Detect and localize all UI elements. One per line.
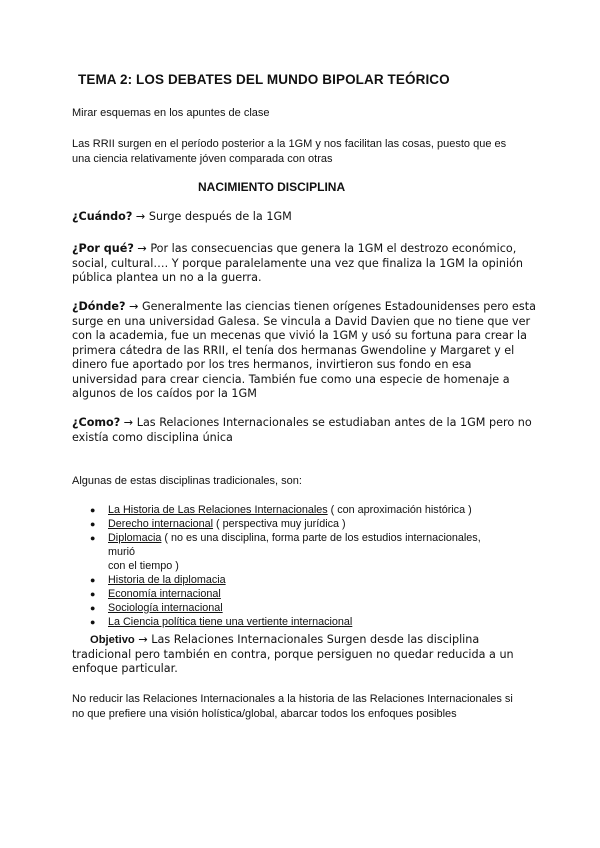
bullet-icon: ● <box>90 575 96 585</box>
qa-cuando <box>72 210 542 225</box>
bullet-icon: ● <box>90 533 96 543</box>
qa-answer-line: primera cátedra de las RRII, el tenía dos hermanas Gwendoline y Margaret y el <box>72 343 515 357</box>
discipline-link[interactable]: Derecho internacional <box>108 518 214 530</box>
discipline-link[interactable]: La Historia de Las Relaciones Internacionales <box>108 504 328 516</box>
qa-answer-line: pública plantea un no a la guerra. <box>72 271 262 284</box>
intro-line-2: una ciencia relativamente jóven comparada con otras <box>72 153 333 165</box>
discipline-note: ( con aproximación histórica ) <box>327 504 472 516</box>
bullet-icon: ● <box>90 519 96 529</box>
qa-answer-line: algunos de los caídos por la 1GM <box>72 387 257 400</box>
page-title: TEMA 2: LOS DEBATES DEL MUNDO BIPOLAR TEÓRICO <box>78 72 450 87</box>
disciplines-list <box>90 503 510 629</box>
list-item <box>90 517 510 531</box>
closing-line-2: no que prefiere una visión holística/global, abarcar todos los enfoques posibles <box>72 708 457 720</box>
qa-answer-line: surge en una universidad Galesa. Se vincula a David Davien que no tiene que ver <box>72 314 531 328</box>
qa-answer-line: → Las Relaciones Internacionales se estudiaban antes de la 1GM pero no <box>120 416 532 429</box>
discipline-note: ( perspectiva muy jurídica ) <box>213 518 346 530</box>
list-item <box>90 601 510 615</box>
qa-donde <box>72 300 542 402</box>
closing-line-1: No reducir las Relaciones Internacionales a la historia de las Relaciones Internacionales si <box>72 693 513 705</box>
qa-answer-line: con la academia, fue un mecenas que vivió la 1GM y usó su fortuna para crear la <box>72 329 528 342</box>
qa-question: ¿Cuándo? <box>72 210 133 223</box>
bullet-icon: ● <box>90 603 96 613</box>
discipline-note: ( no es una disciplina, forma parte de los estudios internacionales, murió <box>108 532 481 558</box>
objective-line: enfoque particular. <box>72 662 178 675</box>
objective-line: → Las Relaciones Internacionales Surgen desde las disciplina <box>134 633 480 646</box>
qa-answer-line: social, cultural…. Y porque paralelamente una vez que finaliza la 1GM la opinión <box>72 256 524 270</box>
intro-note: Mirar esquemas en los apuntes de clase <box>72 107 270 119</box>
closing-paragraph <box>72 692 513 722</box>
objective-label: Objetivo <box>90 634 135 646</box>
discipline-note-continued: con el tiempo ) <box>108 560 179 572</box>
qa-question: ¿Dónde? <box>72 300 126 313</box>
list-item <box>90 573 510 587</box>
discipline-link[interactable]: Sociología internacional <box>108 602 223 614</box>
list-item <box>90 531 510 573</box>
disciplines-intro: Algunas de estas disciplinas tradicionales, son: <box>72 475 302 487</box>
qa-por-que <box>72 242 542 286</box>
qa-question: ¿Como? <box>72 416 121 429</box>
bullet-icon: ● <box>90 617 96 627</box>
qa-answer-line: existía como disciplina única <box>72 430 233 444</box>
qa-answer-line: universidad para crear ciencia. También fue como una especie de homenaje a <box>72 372 510 386</box>
qa-answer-line: → Por las consecuencias que genera la 1GM el destrozo económico, <box>133 242 517 255</box>
qa-answer-line: → Surge después de la 1GM <box>132 210 292 223</box>
qa-question: ¿Por qué? <box>72 242 134 255</box>
list-item <box>90 615 510 629</box>
discipline-link[interactable]: Historia de la diplomacia <box>108 574 226 586</box>
list-item <box>90 503 510 517</box>
qa-answer-line: dinero fue aportado por los tres hermanos, invirtieron sus fondo en esa <box>72 358 472 371</box>
objective-line: tradicional pero también en contra, porque persiguen no quedar reducida a un <box>72 647 514 661</box>
section-heading: NACIMIENTO DISCIPLINA <box>198 180 346 194</box>
intro-line-1: Las RRII surgen en el período posterior a la 1GM y nos facilitan las cosas, puesto que es <box>72 138 507 150</box>
discipline-link[interactable]: Diplomacia <box>108 532 162 544</box>
bullet-icon: ● <box>90 505 96 515</box>
list-item <box>90 587 510 601</box>
discipline-link[interactable]: La Ciencia política tiene una vertiente internacional <box>108 616 353 628</box>
discipline-link[interactable]: Economía internacional <box>108 588 221 600</box>
bullet-icon: ● <box>90 589 96 599</box>
qa-answer-line: → Generalmente las ciencias tienen orígenes Estadounidenses pero esta <box>125 300 537 313</box>
objective-paragraph <box>72 633 542 677</box>
intro-paragraph <box>72 137 506 167</box>
qa-como <box>72 416 542 445</box>
